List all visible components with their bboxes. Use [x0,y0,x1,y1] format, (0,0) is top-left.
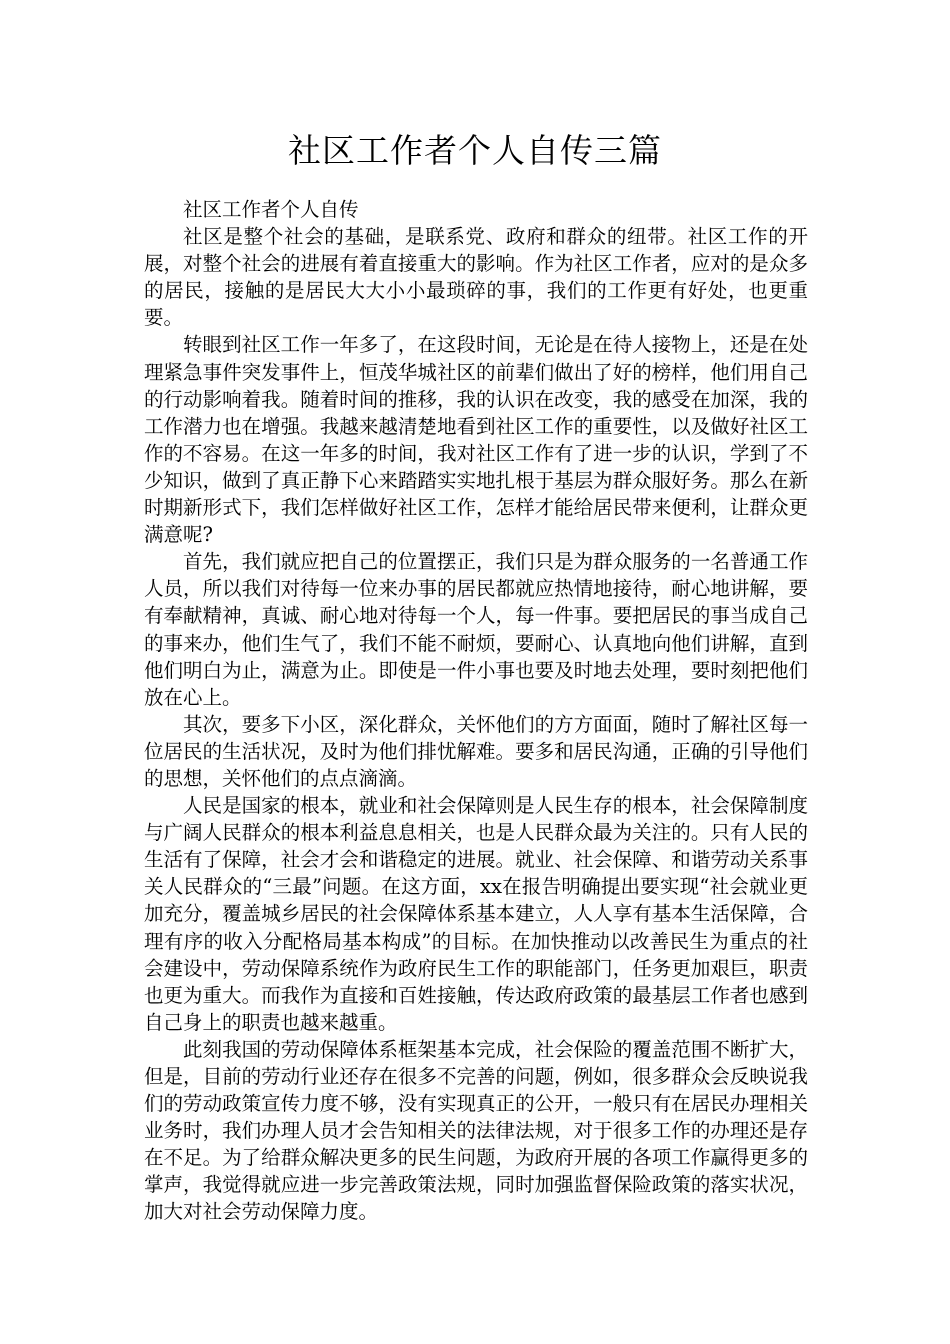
document-title: 社区工作者个人自传三篇 [288,131,662,170]
section-heading: 社区工作者个人自传 [183,198,359,221]
paragraph: 其次，要多下小区，深化群众，关怀他们的方方面面，随时了解社区每一位居民的生活状况，及时为他们排忧解难。要多和居民沟通，正确的引导他们的思想，关怀他们的点点滴滴。 [144,712,808,790]
document-body [144,196,808,1226]
paragraph: 转眼到社区工作一年多了，在这段时间，无论是在待人接物上，还是在处理紧急事件突发事件上，恒茂华城社区的前辈们做出了好的榜样，他们用自己的行动影响着我。随着时间的推移，我的认识在改变，我的感受在加深，我的工作潜力也在增强。我越来越清楚地看到社区工作的重要性，以及做好社区工作的不容易。在这一年多的时间，我对社区工作有了进一步的认识，学到了不少知识，做到了真正静下心来踏踏实实地扎根于基层为群众服好务。那么在新时期新形式下，我们怎样做好社区工作，怎样才能给居民带来便利，让群众更满意呢? [144,333,808,547]
paragraph: 人民是国家的根本，就业和社会保障则是人民生存的根本，社会保障制度与广阔人民群众的根本利益息息相关，也是人民群众最为关注的。只有人民的生活有了保障，社会才会和谐稳定的进展。就业、社会保障、和谐劳动关系事关人民群众的“三最”问题。在这方面，xx在报告明确提出要实现“社会就业更加充分，覆盖城乡居民的社会保障体系基本建立，人人享有基本生活保障，合理有序的收入分配格局基本构成”的目标。在加快推动以改善民生为重点的社会建设中，劳动保障系统作为政府民生工作的职能部门，任务更加艰巨，职责也更为重大。而我作为直接和百姓接触，传达政府政策的最基层工作者也感到自己身上的职责也越来越重。 [144,794,808,1034]
paragraph: 首先，我们就应把自己的位置摆正，我们只是为群众服务的一名普通工作人员，所以我们对待每一位来办事的居民都就应热情地接待，耐心地讲解，要有奉献精神，真诚、耐心地对待每一个人，每一件事。要把居民的事当成自己的事来办，他们生气了，我们不能不耐烦，要耐心、认真地向他们讲解，直到他们明白为止，满意为止。即使是一件小事也要及时地去处理，要时刻把他们放在心上。 [144,550,808,709]
paragraph: 此刻我国的劳动保障体系框架基本完成，社会保险的覆盖范围不断扩大，但是，目前的劳动行业还存在很多不完善的问题，例如，很多群众会反映说我们的劳动政策宣传力度不够，没有实现真正的公开，一般只有在居民办理相关业务时，我们办理人员才会告知相关的法律法规，对于很多工作的办理还是存在不足。为了给群众解决更多的民生问题，为政府开展的各项工作赢得更多的掌声，我觉得就应进一步完善政策法规，同时加强监督保险政策的落实状况，加大对社会劳动保障力度。 [144,1037,808,1224]
paragraph: 社区是整个社会的基础，是联系党、政府和群众的纽带。社区工作的开展，对整个社会的进展有着直接重大的影响。作为社区工作者，应对的是众多的居民，接触的是居民大大小小最琐碎的事，我们的工作更有好处，也更重要。 [144,225,808,330]
